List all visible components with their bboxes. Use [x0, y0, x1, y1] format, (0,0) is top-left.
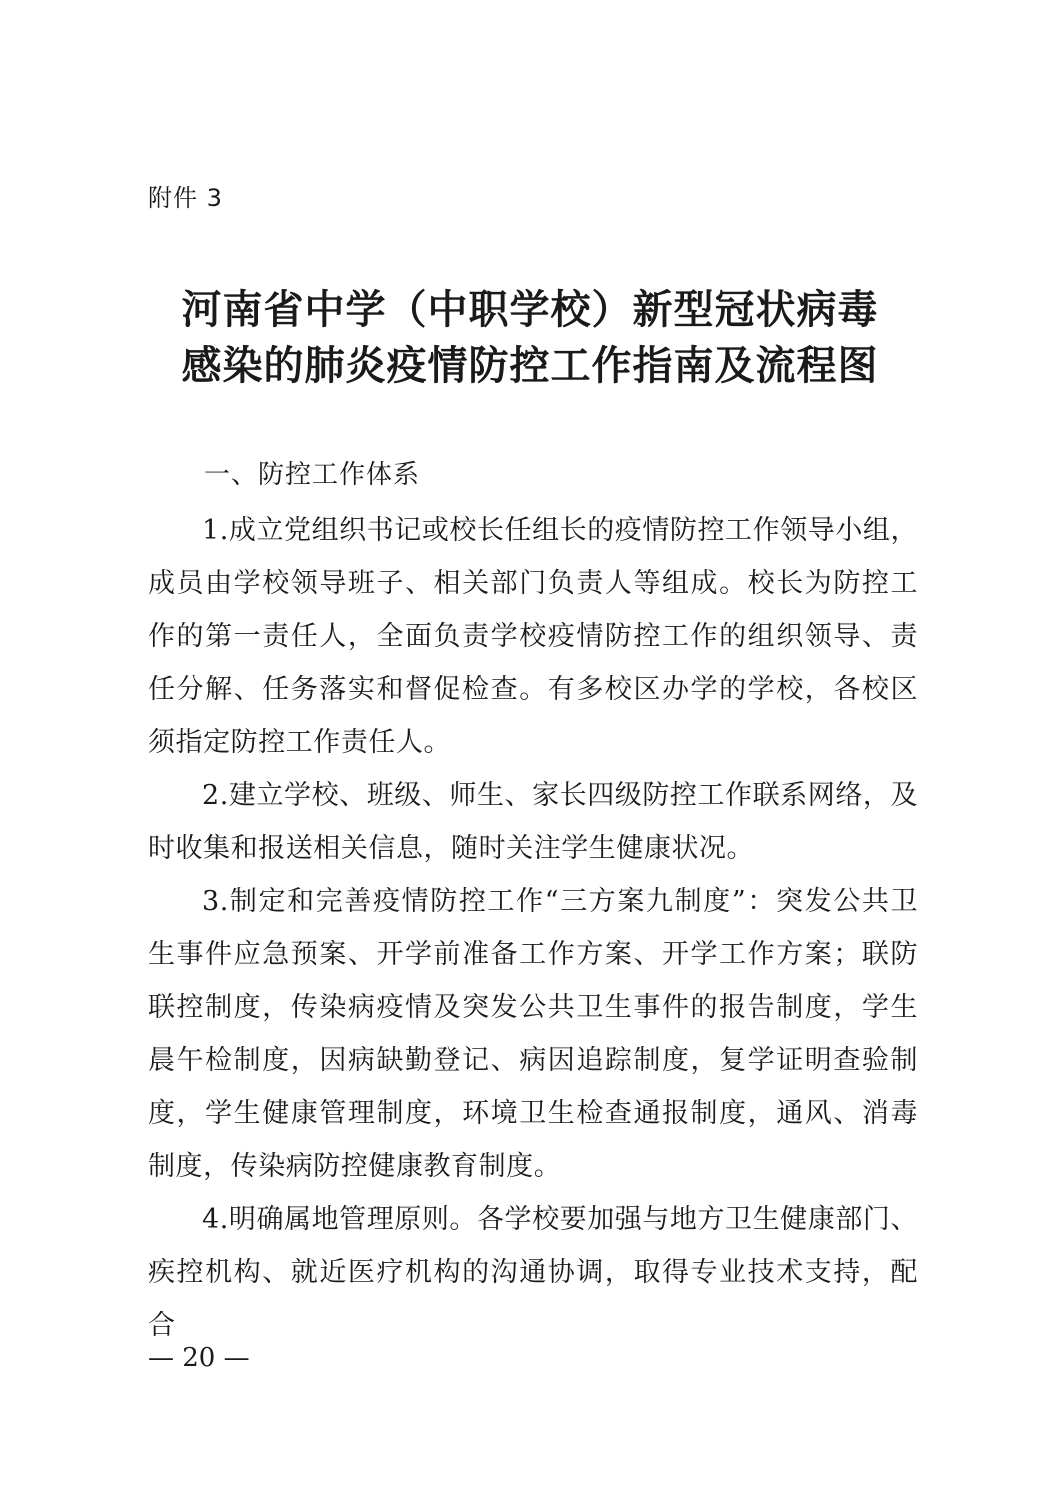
- paragraph-1: 1.成立党组织书记或校长任组长的疫情防控工作领导小组，成员由学校领导班子、相关部门负责人等组成。校长为防控工作的第一责任人，全面负责学校疫情防控工作的组织领导、责任分解、任务落实和督促检查。有多校区办学的学校，各校区须指定防控工作责任人。: [148, 515, 918, 758]
- title-line-2: 感染的肺炎疫情防控工作指南及流程图: [181, 342, 879, 389]
- page-number: — 20 —: [148, 1343, 250, 1373]
- title-line-1: 河南省中学（中职学校）新型冠状病毒: [181, 286, 879, 333]
- paragraph-3: 3.制定和完善疫情防控工作“三方案九制度”：突发公共卫生事件应急预案、开学前准备工作方案、开学工作方案；联防联控制度，传染病疫情及突发公共卫生事件的报告制度，学生晨午检制度，因病缺勤登记、病因追踪制度，复学证明查验制度，学生健康管理制度，环境卫生检查通报制度，通风、消毒制度，传染病防控健康教育制度。: [148, 886, 918, 1182]
- attachment-label: 附件 3: [148, 184, 223, 212]
- body-text: [148, 504, 918, 1352]
- paragraph-4: 4.明确属地管理原则。各学校要加强与地方卫生健康部门、疾控机构、就近医疗机构的沟通协调，取得专业技术支持，配合: [148, 1204, 918, 1341]
- section-heading: 一、防控工作体系: [204, 460, 421, 490]
- paragraph-2: 2.建立学校、班级、师生、家长四级防控工作联系网络，及时收集和报送相关信息，随时关注学生健康状况。: [148, 780, 918, 864]
- document-title: [100, 282, 960, 394]
